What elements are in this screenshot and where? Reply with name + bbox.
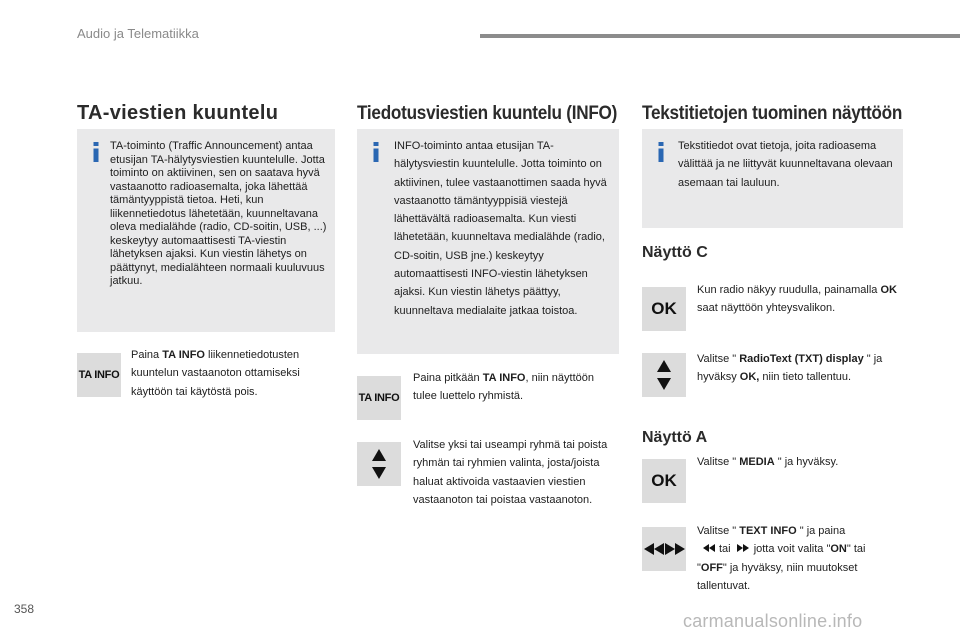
c-step1-text [697,281,907,318]
a-step2-off: OFF [700,561,723,574]
a-step2-text [697,522,903,595]
up-down-buttons[interactable] [357,442,401,486]
info-step1-post: , niin näyttöön tulee luettelo ryhmistä. [413,372,594,403]
a-step2-mid: jotta voit valita " [753,543,831,556]
info-icon [371,142,381,162]
info-step1-bold: TA INFO [482,372,526,384]
ta-info-button-label: TA INFO [358,392,400,404]
ok-button-label: OK [651,299,677,318]
arrow-up-icon [372,449,386,461]
a-step2-off-pre: " [697,561,701,574]
info-box-ta [77,129,335,332]
c-step2-mid: " ja hyväksy [697,353,883,384]
watermark: carmanualsonline.info [683,611,863,631]
seek-back-icon [644,543,664,555]
up-down-buttons-screen-c[interactable] [642,353,686,397]
seek-buttons[interactable] [642,527,686,571]
header-title: Audio ja Telematiikka [77,26,199,41]
c-step1-pre: Kun radio näkyy ruudulla, painamalla [697,284,881,296]
c-step1-bold: OK [880,284,897,296]
info-box-text [642,129,903,228]
a-step1-post: " ja hyväksy. [774,456,839,468]
a-step1-pre: Valitse " [697,456,740,468]
ta-step-pre: Paina [131,349,163,361]
ta-step-text [131,346,329,401]
ok-button-label: OK [651,471,677,490]
heading-info-messages: Tiedotusviestien kuuntelu (INFO) [357,102,618,124]
seek-forward-icon [665,543,685,555]
seek-back-icon [703,544,715,552]
page-number: 358 [14,602,35,616]
ta-info-button[interactable] [77,353,121,397]
info-icon [91,142,101,162]
a-step2-post: " ja paina [796,525,846,537]
arrow-down-icon [657,378,671,390]
a-step2-on: ON [830,543,847,556]
heading-ta-messages: TA-viestien kuuntelu [77,102,279,124]
info-text-info: INFO-toiminto antaa etusijan TA-hälytysviestin kuuntelulle. Jotta toiminto on aktiivinen, tulee vastaanottimen saada hyvä vastaanotto tämäntyyppisiä viestejä lähettävältä radioasemalta. Kun viesti lähetetään, kuunneltava medialähde (radio, CD-soitin, USB jne.) keskeytyy automaattisesti INFO-viestin lähetyksen ajaksi. Kun viestin lähetys päättyy, kuunneltava medialaite jatkaa toistoa. [394,140,607,317]
info-step1-text [413,369,619,406]
info-icon [656,142,666,162]
ok-button-screen-c[interactable] [642,287,686,331]
heading-screen-a: Näyttö A [642,429,708,446]
a-step2-or2: " tai [846,543,866,556]
ta-info-button-label: TA INFO [78,369,120,381]
a-step2-tail: " ja hyväksy, niin muutokset tallentuvat. [697,561,858,592]
c-step2-pre: Valitse " [697,353,740,365]
a-step1-text [697,453,903,471]
c-step2-post: niin tieto tallentuu. [759,371,852,384]
ta-info-long-press-button[interactable] [357,376,401,420]
c-step1-post: saat näyttöön yhteysvalikon. [697,302,836,315]
info-text-text: Tekstitiedot ovat tietoja, joita radioasema välittää ja ne liittyvät kuunneltavana olevaan asemaan tai lauluun. [678,140,893,189]
info-box-info [357,129,619,354]
c-step2-bold: RadioText (TXT) display [739,353,864,365]
c-step2-text [697,350,903,387]
c-step2-bold2: OK, [739,371,760,384]
info-text-ta: TA-toiminto (Traffic Announcement) antaa etusijan TA-hälytysviestien kuuntelulle. Jotta toiminto on aktiivinen, sen on saatava hyvä vastaanotto radioasemalta, joka lähettää tämäntyyppistä tietoa. Heti, kun liikennetiedotus lähetetään, kuunneltavana oleva medialähde (radio, CD-soitin, USB, ...) keskeytyy automaattisesti TA-viestin lähetyksen ajaksi. Kun viestin lähetys on päättynyt, medialähteen normaali kuuluvuus jatkuu. [110,140,327,287]
info-step1-pre: Paina pitkään [413,372,483,384]
a-step2-pre: Valitse " [697,525,740,537]
a-step2-or: tai [719,543,731,556]
info-step2-text: Valitse yksi tai useampi ryhmä tai poista ryhmän tai ryhmien valinta, josta/joista haluat aktivoida vastaavien viestien vastaanoton tai poistaa vastaanoton. [413,439,608,506]
a-step2-bold: TEXT INFO [739,525,797,537]
heading-screen-c: Näyttö C [642,244,708,261]
ta-step-post: liikennetiedotusten kuuntelun vastaanoton ottamiseksi käyttöön tai käytöstä pois. [131,349,300,398]
a-step1-bold: MEDIA [739,456,775,468]
seek-forward-icon [737,544,749,552]
arrow-down-icon [372,467,386,479]
ok-button-screen-a[interactable] [642,459,686,503]
ta-step-bold: TA INFO [162,349,205,361]
header-rule [480,34,960,38]
arrow-up-icon [657,360,671,372]
heading-text-info: Tekstitietojen tuominen näyttöön [642,102,903,124]
